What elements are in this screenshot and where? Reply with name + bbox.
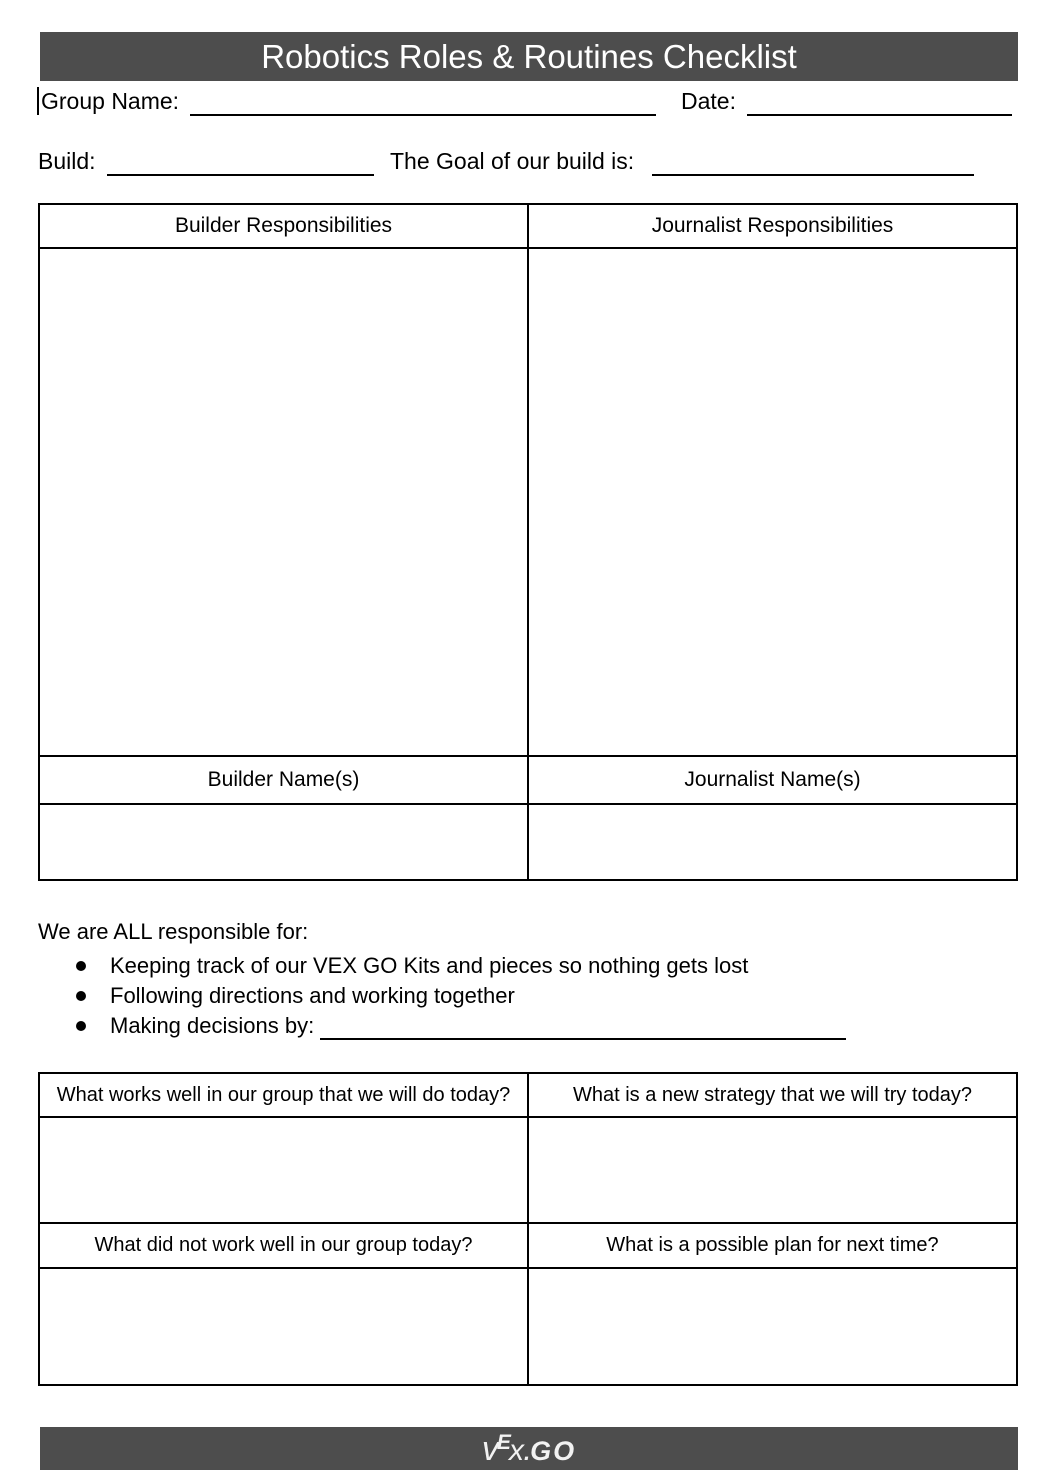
logo-letters-go: GO [530,1436,577,1466]
logo-letter-v: v [481,1430,500,1468]
builder-names-header: Builder Name(s) [39,756,528,804]
journalist-names-cell[interactable] [528,804,1017,880]
next-time-plan-answer-cell[interactable] [528,1268,1017,1385]
reflection-question-row-2 [39,1223,1017,1268]
bullet-item-decisions [76,1013,846,1040]
bullet-item-directions [76,983,515,1009]
bullet-dot-icon [76,961,86,971]
reflection-answer-row-1 [39,1117,1017,1223]
group-name-label: Group Name: [41,88,180,114]
journalist-names-header: Journalist Name(s) [528,756,1017,804]
goal-input-line[interactable] [652,174,974,176]
works-well-answer-cell[interactable] [39,1117,528,1223]
did-not-work-answer-cell[interactable] [39,1268,528,1385]
date-input-line[interactable] [747,114,1012,116]
names-answer-row [39,804,1017,880]
page-title: Robotics Roles & Routines Checklist [261,38,797,75]
journalist-responsibilities-header: Journalist Responsibilities [528,204,1017,248]
title-bar [40,32,1018,81]
builder-responsibilities-cell[interactable] [39,248,528,756]
works-well-question: What works well in our group that we will do today? [39,1073,528,1117]
reflection-question-row-1 [39,1073,1017,1117]
responsibilities-header-row [39,204,1017,248]
build-input-line[interactable] [107,174,374,176]
responsibilities-heading: We are ALL responsible for: [38,919,309,944]
reflection-table [38,1072,1018,1386]
bullet-text: Keeping track of our VEX GO Kits and pieces so nothing gets lost [110,953,749,978]
text-cursor [37,87,39,115]
names-header-row [39,756,1017,804]
builder-names-cell[interactable] [39,804,528,880]
vex-go-logo [482,1432,576,1466]
bullet-text: Following directions and working together [110,983,515,1008]
goal-label: The Goal of our build is: [390,148,635,174]
next-time-plan-question: What is a possible plan for next time? [528,1223,1017,1268]
reflection-answer-row-2 [39,1268,1017,1385]
date-label: Date: [681,88,736,114]
did-not-work-question: What did not work well in our group today? [39,1223,528,1268]
bullet-dot-icon [76,991,86,1001]
roles-table [38,203,1018,881]
builder-responsibilities-header: Builder Responsibilities [39,204,528,248]
logo-letter-e: E [496,1431,511,1454]
bullet-text: Making decisions by: [110,1013,315,1038]
footer-bar [40,1427,1018,1470]
new-strategy-answer-cell[interactable] [528,1117,1017,1223]
making-decisions-input-line[interactable] [320,1038,846,1040]
journalist-responsibilities-cell[interactable] [528,248,1017,756]
logo-dot: . [523,1440,531,1465]
logo-letter-x: x [508,1434,524,1467]
responsibilities-answer-row [39,248,1017,756]
bullet-dot-icon [76,1021,86,1031]
build-label: Build: [38,148,96,174]
group-name-input-line[interactable] [190,114,656,116]
new-strategy-question: What is a new strategy that we will try today? [528,1073,1017,1117]
bullet-item-kits [76,953,748,979]
